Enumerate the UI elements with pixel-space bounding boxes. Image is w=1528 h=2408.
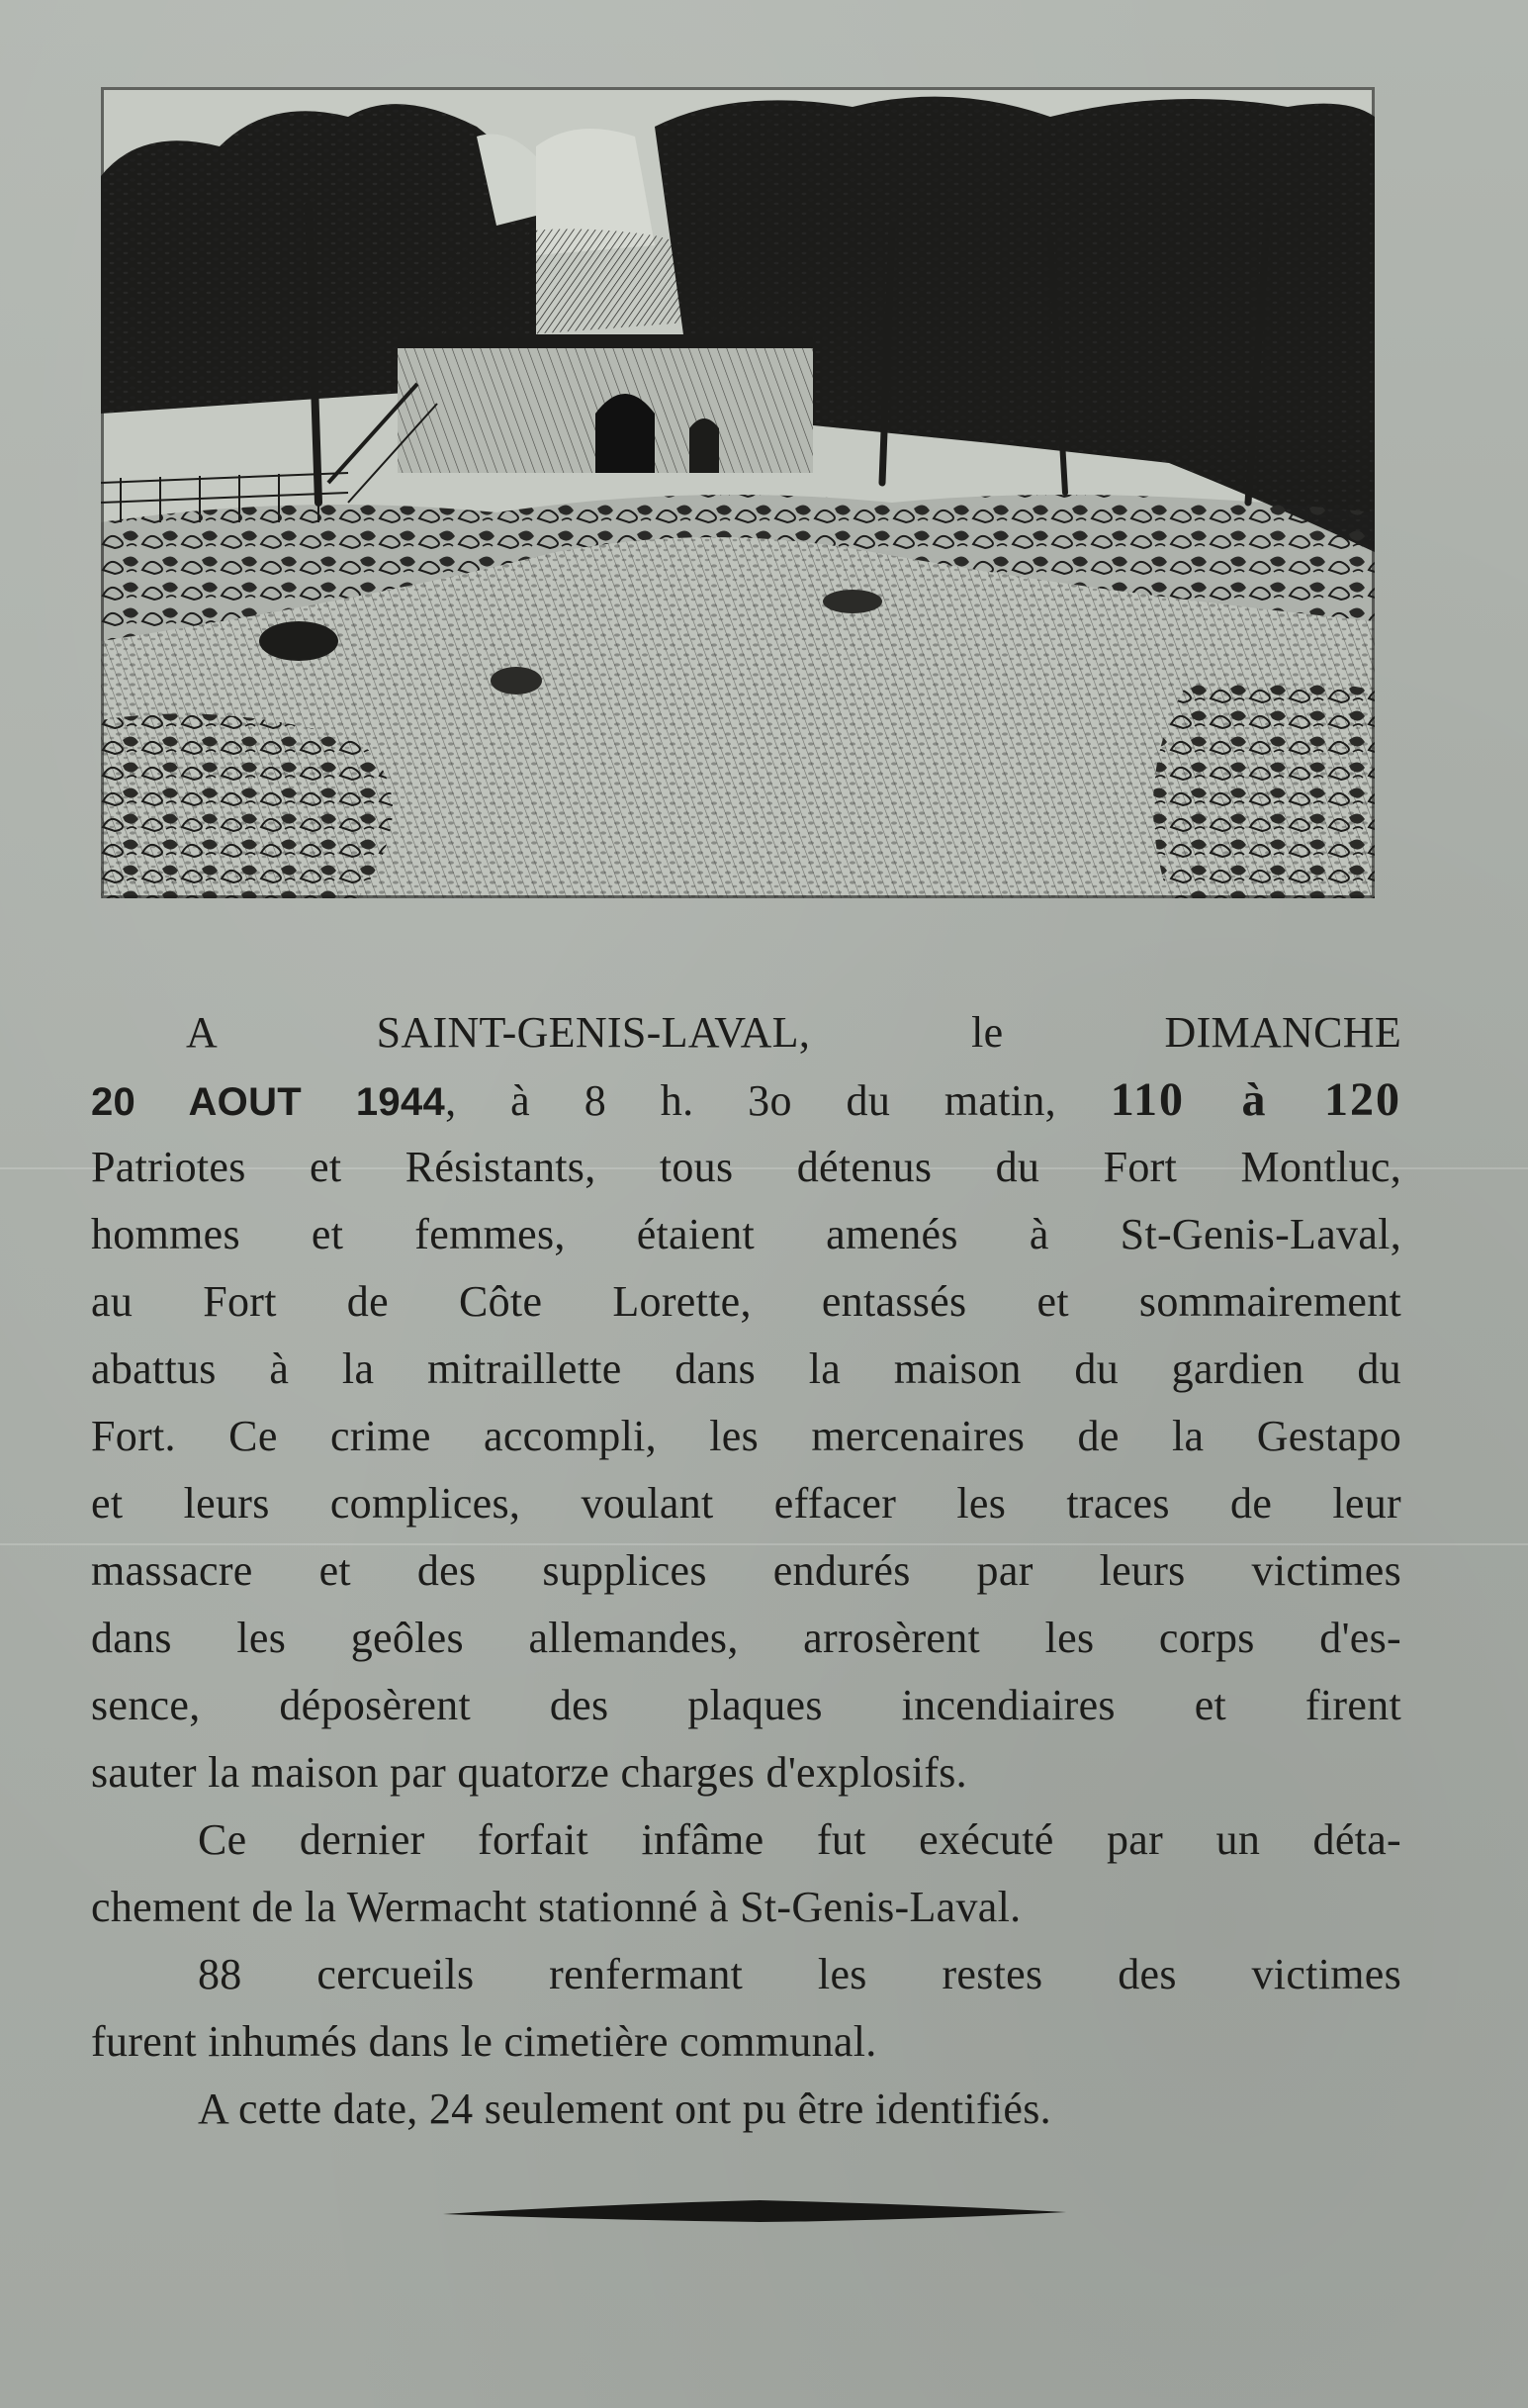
massacre-date: 20 AOUT 1944 [91,1080,446,1124]
text-line [91,1066,1401,1134]
text-line [91,1403,1401,1470]
text-line [91,1806,1401,1874]
text-line [91,1201,1401,1268]
text-line [91,1874,1401,1941]
ornamental-rule [443,2190,1066,2232]
massacre-time: , à 8 h. 3o du matin, [445,1076,1056,1125]
text-line [91,1268,1401,1336]
text-segment: hommes et femmes, étaient amenés à St-Genis-Laval, [91,1210,1401,1258]
text-line [91,1134,1401,1201]
victim-count: 110 à 120 [1110,1073,1401,1126]
text-segment: Ce dernier forfait infâme fut exécuté par un déta- [198,1815,1401,1864]
text-line [91,2008,1401,2076]
text-segment: dans les geôles allemandes, arrosèrent les corps d'es- [91,1614,1401,1662]
text-line [91,1941,1401,2008]
text-segment: sauter la maison par quatorze charges d'explosifs. [91,1748,967,1797]
text-line [91,1537,1401,1605]
text-segment: chement de la Wermacht stationné à St-Genis-Laval. [91,1883,1022,1931]
text-line [91,1672,1401,1739]
text-segment: massacre et des supplices endurés par leurs victimes [91,1546,1401,1595]
text-line [91,1336,1401,1403]
memorial-text [91,999,1401,2143]
identified-count-note: A cette date, 24 seulement ont pu être identifiés. [198,2084,1051,2133]
fort-ruins-engraving [101,87,1375,898]
text-segment: sence, déposèrent des plaques incendiaires et firent [91,1681,1401,1729]
text-segment: furent inhumés dans le cimetière communal. [91,2017,877,2066]
text-segment: 88 cercueils renfermant les restes des victimes [198,1950,1401,1998]
location-dateline: A SAINT-GENIS-LAVAL, le DIMANCHE [186,1008,1401,1057]
tapered-rule-shape [443,2190,1066,2232]
text-line [91,999,1401,1066]
text-segment: abattus à la mitraillette dans la maison du gardien du [91,1344,1401,1393]
text-segment: au Fort de Côte Lorette, entassés et sommairement [91,1277,1401,1326]
text-line [91,1605,1401,1672]
text-segment: Patriotes et Résistants, tous détenus du Fort Montluc, [91,1143,1401,1191]
text-line [91,2076,1401,2143]
engraving-illustration [101,87,1375,898]
text-segment: Fort. Ce crime accompli, les mercenaires de la Gestapo [91,1412,1401,1460]
text-line [91,1739,1401,1806]
text-segment: et leurs complices, voulant effacer les traces de leur [91,1479,1401,1528]
text-line [91,1470,1401,1537]
